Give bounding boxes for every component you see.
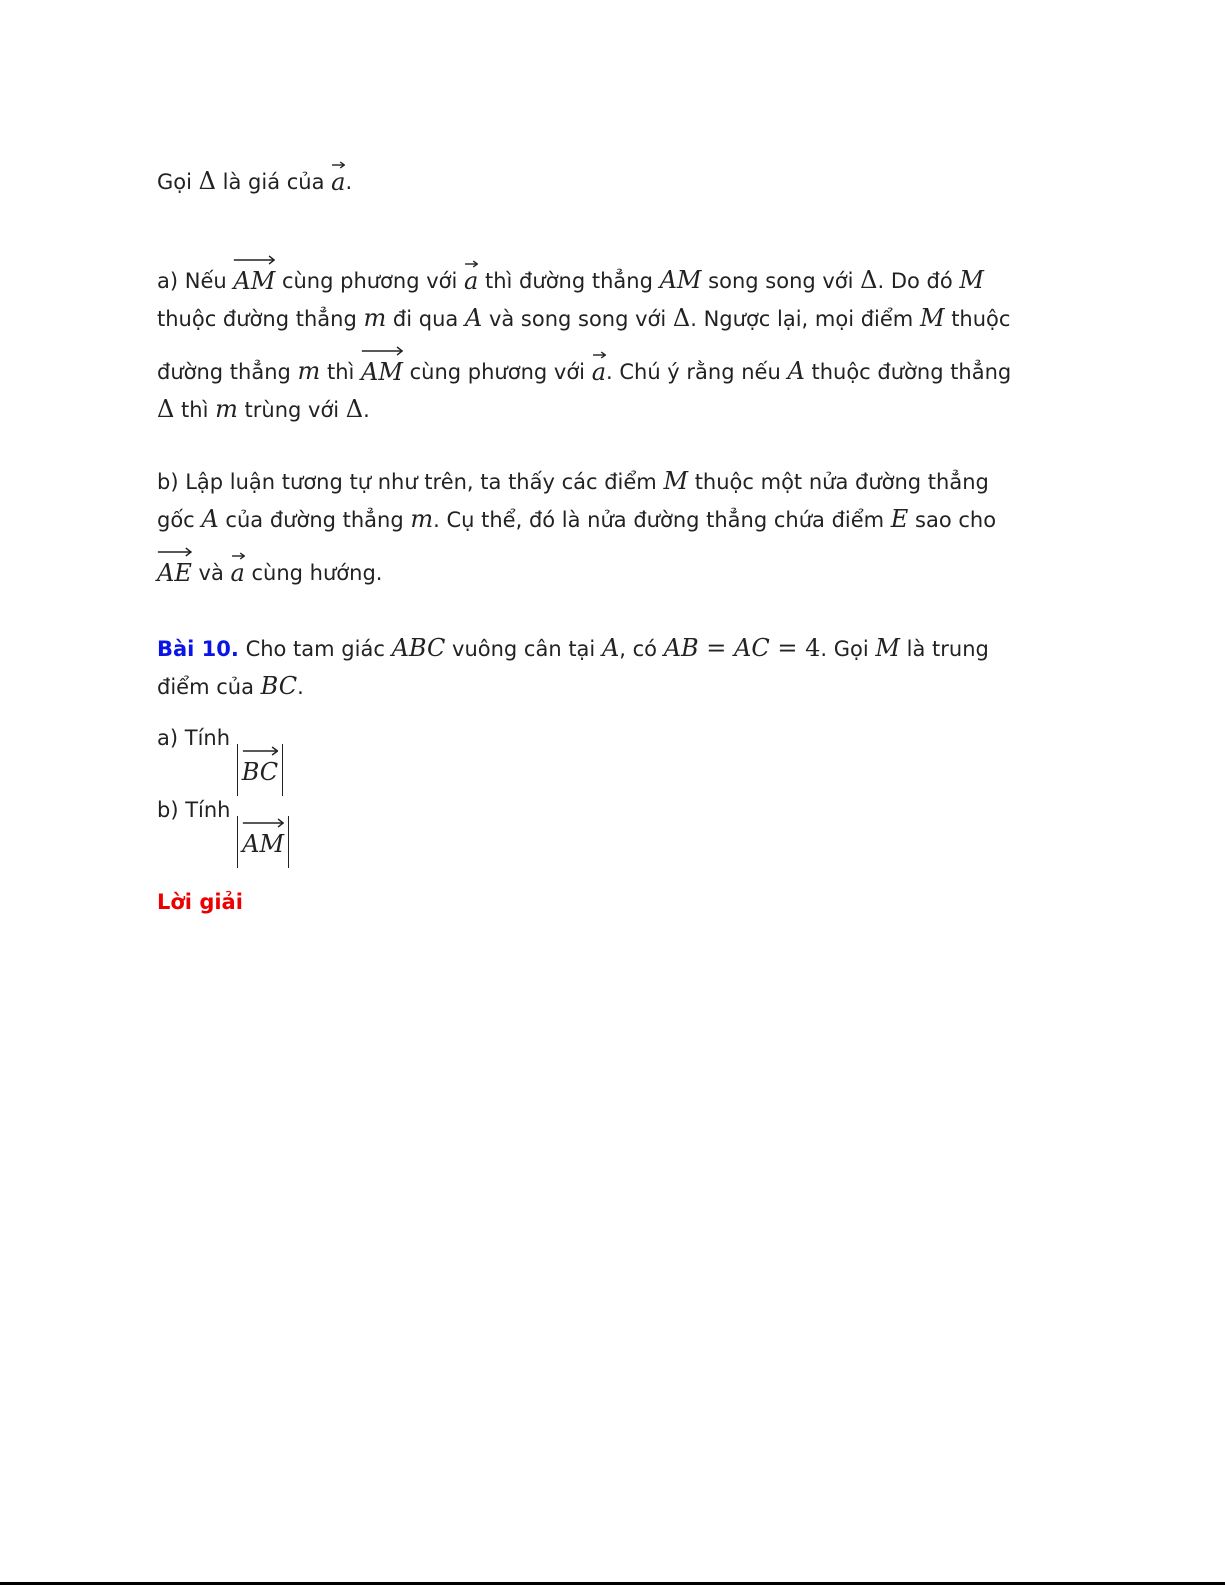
- vector-bc: BC: [242, 744, 278, 784]
- question-b: [157, 792, 1057, 858]
- math-delta: Δ: [157, 395, 175, 423]
- math-a-point: A: [601, 634, 620, 662]
- part-b-line-3: AE và a cùng hướng.: [157, 545, 1057, 592]
- math-ac: AC: [734, 634, 770, 662]
- vector-am: AM: [233, 253, 275, 293]
- vector-ae: AE: [157, 545, 192, 585]
- math-ab: AB: [663, 634, 699, 662]
- math-m-point: M: [959, 266, 984, 294]
- vector-arrow-icon: [592, 350, 606, 360]
- vector-am: AM: [361, 344, 403, 384]
- math-abc: ABC: [391, 634, 446, 662]
- vector-am: AM: [242, 816, 284, 856]
- math-am: AM: [659, 266, 702, 294]
- exercise-line-2: điểm của BC.: [157, 672, 304, 700]
- math-a-point: A: [464, 304, 483, 332]
- exercise-label: Bài 10.: [157, 637, 239, 661]
- math-e-point: E: [890, 505, 909, 533]
- vector-a: a: [592, 350, 606, 384]
- vector-arrow-icon: [233, 253, 275, 267]
- part-a-paragraph: [157, 253, 1057, 429]
- question-a: [157, 720, 1057, 786]
- vector-a: a: [331, 160, 345, 194]
- question-a-label: a) Tính: [157, 726, 237, 750]
- text: là giá của: [215, 170, 332, 194]
- vector-a: a: [231, 551, 245, 585]
- math-four: 4: [805, 634, 821, 662]
- abs-vector-bc: [237, 744, 283, 796]
- math-delta: Δ: [345, 395, 364, 423]
- part-a-line-2: thuộc đường thẳng m đi qua A và song song với Δ. Ngược lại, mọi điểm M thuộc: [157, 304, 1011, 332]
- math-m-line: m: [363, 304, 387, 332]
- part-b-paragraph: [157, 463, 1057, 592]
- vector-arrow-icon: [242, 816, 284, 830]
- math-m-point: M: [875, 634, 900, 662]
- exercise-10: [157, 630, 1057, 858]
- vector-a: a: [464, 259, 478, 293]
- vector-arrow-icon: [242, 744, 278, 758]
- vector-arrow-icon: [157, 545, 192, 559]
- text: .: [345, 170, 353, 194]
- math-m-line: m: [297, 357, 321, 385]
- solution-heading: Lời giải: [157, 890, 243, 914]
- math-delta: Δ: [198, 167, 216, 195]
- document-body: [157, 160, 1057, 921]
- math-delta: Δ: [672, 304, 691, 332]
- math-m-point: M: [663, 467, 689, 495]
- math-a-point: A: [201, 505, 219, 533]
- part-a-line-3: đường thẳng m thì AM cùng phương với a. Chú ý rằng nếu A thuộc đường thẳng: [157, 344, 1057, 391]
- vector-arrow-icon: [331, 160, 345, 170]
- math-m-line: m: [215, 395, 238, 423]
- part-a-line-1: a) Nếu AM cùng phương với a thì đường thẳng AM song song với Δ. Do đó M: [157, 253, 1057, 300]
- math-delta: Δ: [860, 266, 878, 294]
- vector-arrow-icon: [231, 551, 245, 561]
- question-b-label: b) Tính: [157, 798, 238, 822]
- exercise-line-1: Bài 10. Cho tam giác ABC vuông cân tại A, có AB = AC = 4. Gọi M là trung: [157, 634, 989, 662]
- math-a-point: A: [787, 357, 805, 385]
- math-m-line: m: [410, 505, 434, 533]
- math-equals: =: [698, 634, 735, 662]
- vector-arrow-icon: [361, 344, 403, 358]
- part-b-line-2: gốc A của đường thẳng m. Cụ thể, đó là nửa đường thẳng chứa điểm E sao cho: [157, 505, 997, 533]
- part-a-line-4: Δ thì m trùng với Δ.: [157, 395, 370, 423]
- math-bc: BC: [260, 672, 298, 700]
- vector-arrow-icon: [464, 259, 478, 269]
- intro-paragraph: [157, 160, 1057, 201]
- math-m-point: M: [919, 304, 945, 332]
- text: Gọi: [157, 170, 199, 194]
- part-b-line-1: b) Lập luận tương tự như trên, ta thấy các điểm M thuộc một nửa đường thẳng: [157, 467, 989, 495]
- abs-vector-am: [237, 816, 289, 868]
- math-equals: =: [769, 634, 806, 662]
